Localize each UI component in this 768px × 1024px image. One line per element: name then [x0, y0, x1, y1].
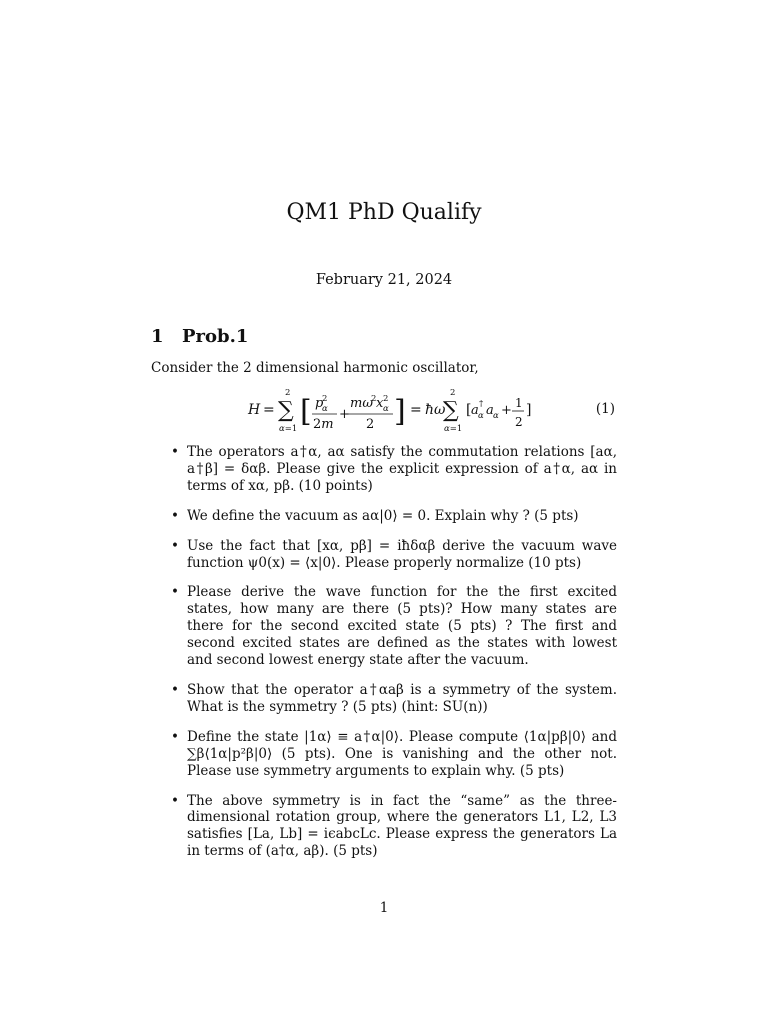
svg-text:∑: ∑: [443, 398, 459, 423]
list-item-text: Show that the operator a†αaβ is a symmetry of the system. What is the symmetry ? (5 pts) (hint: SU(n)): [187, 681, 617, 715]
svg-text:1: 1: [515, 396, 523, 410]
document-date: February 21, 2024: [315, 272, 453, 288]
svg-text:2: 2: [285, 388, 291, 398]
list-item: [151, 538, 617, 572]
intro-paragraph: Consider the 2 dimensional harmonic oscillator,: [151, 360, 479, 376]
bullet-icon: •: [171, 792, 179, 809]
svg-text:α=1: α=1: [444, 424, 463, 434]
list-item: [151, 444, 617, 495]
list-item-text: Define the state |1α⟩ ≡ a†α|0⟩. Please compute ⟨1α|pβ|0⟩ and ∑β⟨1α|p²β|0⟩ (5 pts). One is vanishing and the other not. Please use symmetry arguments to explain why. (5 pts): [187, 728, 617, 779]
svg-text:α: α: [383, 404, 389, 414]
list-item-text: The above symmetry is in fact the “same” as the three-dimensional rotation group, where the generators L1, L2, L3 satisfies [La, Lb] = iϵabcLc. Please express the generators La in terms of (a†α, aβ). (5 pts): [187, 792, 617, 860]
list-item: [151, 584, 617, 669]
hamiltonian-equation: [151, 385, 615, 437]
svg-text:2: 2: [383, 394, 389, 404]
list-item: [151, 508, 617, 525]
svg-text:[: [: [300, 394, 312, 429]
svg-text:α=1: α=1: [279, 424, 298, 434]
bullet-icon: •: [171, 507, 179, 524]
svg-text:α: α: [478, 411, 484, 421]
svg-text:†: †: [479, 399, 484, 409]
svg-text:+: +: [339, 407, 350, 422]
svg-text:a: a: [471, 403, 479, 418]
bullet-icon: •: [171, 584, 179, 601]
section-number: 1: [151, 326, 164, 347]
svg-text:α: α: [322, 404, 328, 414]
list-item: [151, 793, 617, 861]
svg-text:2m: 2m: [313, 417, 334, 432]
list-item: [151, 729, 617, 780]
list-item-text: Use the fact that [xα, pβ] = iħδαβ derive the vacuum wave function ψ0(x) = ⟨x|0⟩. Please properly normalize (10 pts): [187, 537, 617, 571]
svg-text:2: 2: [371, 394, 377, 404]
svg-text:[: [: [466, 402, 472, 418]
svg-text:α: α: [493, 411, 499, 421]
svg-text:ħω: ħω: [425, 402, 446, 418]
svg-text:p: p: [315, 396, 324, 411]
svg-text:]: ]: [526, 402, 532, 418]
svg-text:+: +: [501, 403, 512, 418]
svg-text:=: =: [263, 402, 275, 418]
list-item: [151, 682, 617, 716]
svg-text:2: 2: [450, 388, 456, 398]
list-item-text: We define the vacuum as aα|0⟩ = 0. Explain why ? (5 pts): [187, 507, 579, 524]
equation-number: (1): [595, 401, 615, 417]
hamiltonian-formula: [151, 385, 591, 437]
svg-text:=: =: [410, 402, 422, 418]
bullet-icon: •: [171, 681, 179, 698]
page-number: 1: [379, 900, 389, 916]
svg-text:2: 2: [322, 394, 328, 404]
document-title: QM1 PhD Qualify: [286, 200, 482, 225]
section-heading: [151, 326, 248, 347]
bullet-icon: •: [171, 444, 179, 460]
svg-text:a: a: [486, 403, 494, 418]
bullet-icon: •: [171, 537, 179, 554]
svg-text:mω: mω: [350, 396, 373, 411]
bullet-icon: •: [171, 728, 179, 745]
list-item-text: The operators a†α, aα satisfy the commutation relations [aα, a†β] = δαβ. Please give the explicit expression of a†α, aα in terms of xα, pβ. (10 points): [187, 444, 617, 494]
section-title: Prob.1: [182, 326, 249, 347]
svg-text:]: ]: [394, 394, 406, 429]
svg-text:∑: ∑: [278, 398, 294, 423]
list-item-text: Please derive the wave function for the the first excited states, how many are there (5 pts)? How many states are there for the second excited state (5 pts) ? The first and second excited states are defined as the states with lowest and second lowest energy state after the vacuum.: [187, 584, 617, 669]
svg-text:H: H: [248, 402, 261, 418]
svg-text:2: 2: [366, 417, 375, 432]
svg-text:x: x: [376, 396, 384, 411]
question-list: [151, 444, 617, 873]
svg-text:2: 2: [515, 415, 523, 429]
